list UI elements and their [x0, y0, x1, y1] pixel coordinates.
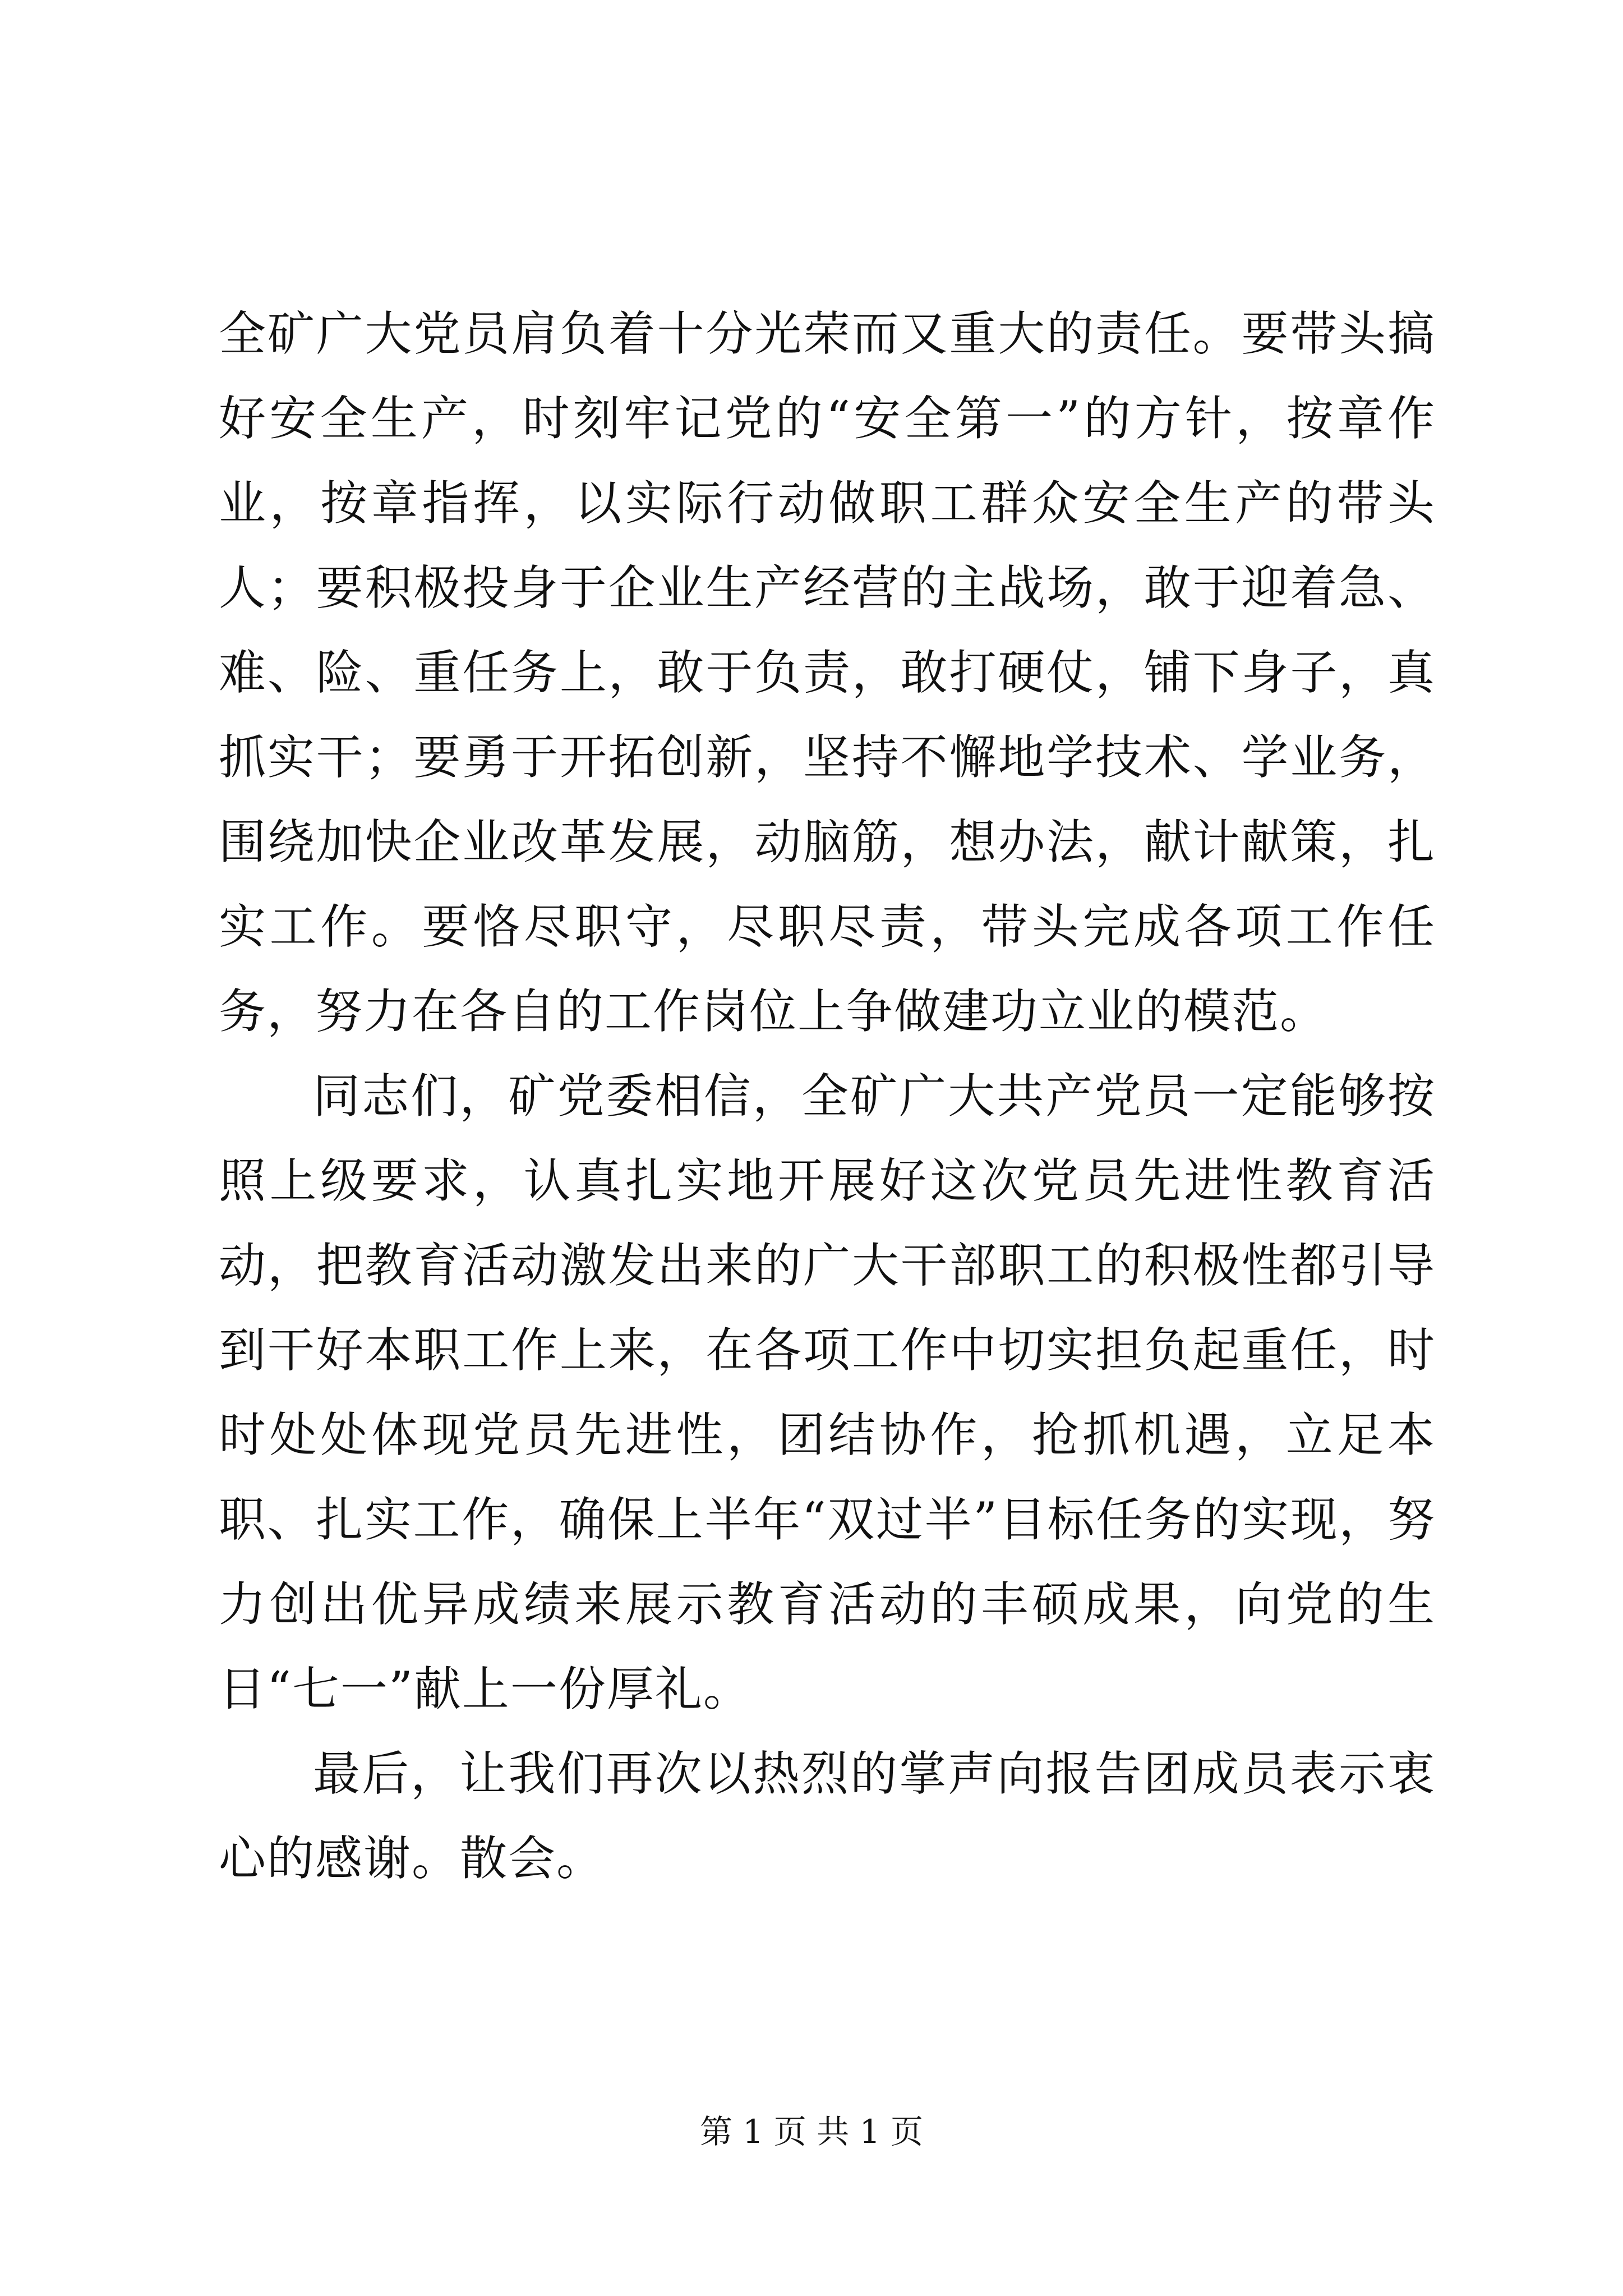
page-footer: 第 1 页 共 1 页	[700, 2113, 923, 2151]
paragraph-continued: 全矿广大党员肩负着十分光荣而又重大的责任。要带头搞好安全生产，时刻牢记党的“安全第一”的方针，按章作业，按章指挥，以实际行动做职工群众安全生产的带头人；要积极投身于企业生产经营的主战场，敢于迎着急、难、险、重任务上，敢于负责，敢打硬仗，铺下身子，真抓实干；要勇于开拓创新，坚持不懈地学技术、学业务，围绕加快企业改革发展，动脑筋，想办法，献计献策，扎实工作。要恪尽职守，尽职尽责，带头完成各项工作任务，努力在各自的工作岗位上争做建功立业的模范。	[219, 306, 1436, 1039]
paragraph-closing: 最后，让我们再次以热烈的掌声向报告团成员表示衷心的感谢。散会。	[219, 1746, 1436, 1886]
paragraph-comrades: 同志们，矿党委相信，全矿广大共产党员一定能够按照上级要求，认真扎实地开展好这次党员先进性教育活动，把教育活动激发出来的广大干部职工的积极性都引导到干好本职工作上来，在各项工作中切实担负起重任，时时处处体现党员先进性，团结协作，抢抓机遇，立足本职、扎实工作，确保上半年“双过半”目标任务的实现，努力创出优异成绩来展示教育活动的丰硕成果，向党的生日“七一”献上一份厚礼。	[219, 1069, 1436, 1717]
document-body	[219, 292, 1436, 1901]
